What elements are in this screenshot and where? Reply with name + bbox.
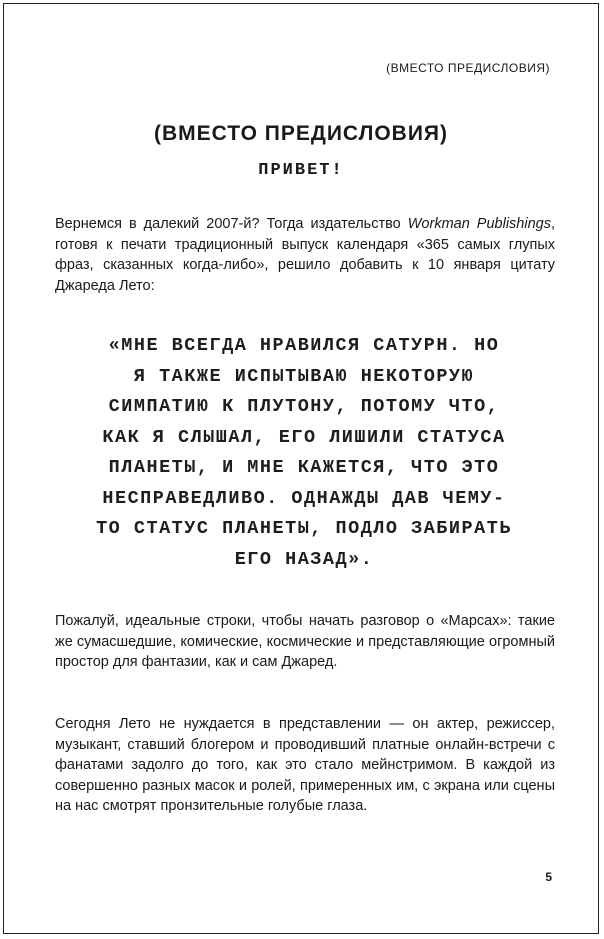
- quote-line: ЕГО НАЗАД».: [234, 548, 374, 570]
- quote-line: КАК Я СЛЫШАЛ, ЕГО ЛИШИЛИ СТАТУСА: [102, 426, 506, 448]
- book-page: [3, 3, 599, 934]
- intro-text-start: Вернемся в далекий 2007-й? Тогда издательство: [55, 216, 408, 232]
- publisher-name: Workman Publishings: [407, 216, 551, 232]
- body-paragraph-2: Пожалуй, идеальные строки, чтобы начать разговор о «Марсах»: такие же сумасшедшие, комические, космические и представляющие огромный простор для фантазии, как и сам Джаред.: [55, 613, 555, 670]
- quote-line: Я ТАКЖЕ ИСПЫТЫВАЮ НЕКОТОРУЮ: [133, 365, 475, 387]
- quote-line: СИМПАТИЮ К ПЛУТОНУ, ПОТОМУ ЧТО,: [108, 396, 500, 417]
- quote-line: ПЛАНЕТЫ, И МНЕ КАЖЕТСЯ, ЧТО ЭТО: [108, 457, 500, 478]
- intro-text-end: , готовя к печати традиционный выпуск календаря «365 самых глупых фраз, сказанных когда-либо», решило добавить к 10 января цитату Джареда Лето:: [55, 216, 555, 294]
- chapter-title: (ВМЕСТО ПРЕДИСЛОВИЯ): [154, 122, 448, 145]
- jared-leto-quote: [44, 331, 564, 575]
- quote-line: НЕСПРАВЕДЛИВО. ОДНАЖДЫ ДАВ ЧЕМУ-: [102, 487, 506, 509]
- quote-line: «МНЕ ВСЕГДА НРАВИЛСЯ САТУРН. НО: [108, 335, 500, 356]
- running-head: (ВМЕСТО ПРЕДИСЛОВИЯ): [386, 61, 550, 75]
- body-paragraph-3: Сегодня Лето не нуждается в представлении — он актер, режиссер, музыкант, ставший блогером и проводивший платные онлайн-встречи с фанатами задолго до того, как это стало мейнстримом. В каждой из совершенно разных масок и ролей, примеренных им, с экрана или сцены на нас смотрят пронзительные голубые глаза.: [55, 716, 555, 814]
- quote-line: ТО СТАТУС ПЛАНЕТЫ, ПОДЛО ЗАБИРАТЬ: [96, 518, 512, 539]
- page-number: 5: [545, 870, 552, 884]
- chapter-subtitle: ПРИВЕТ!: [258, 161, 344, 180]
- intro-paragraph: [55, 214, 555, 296]
